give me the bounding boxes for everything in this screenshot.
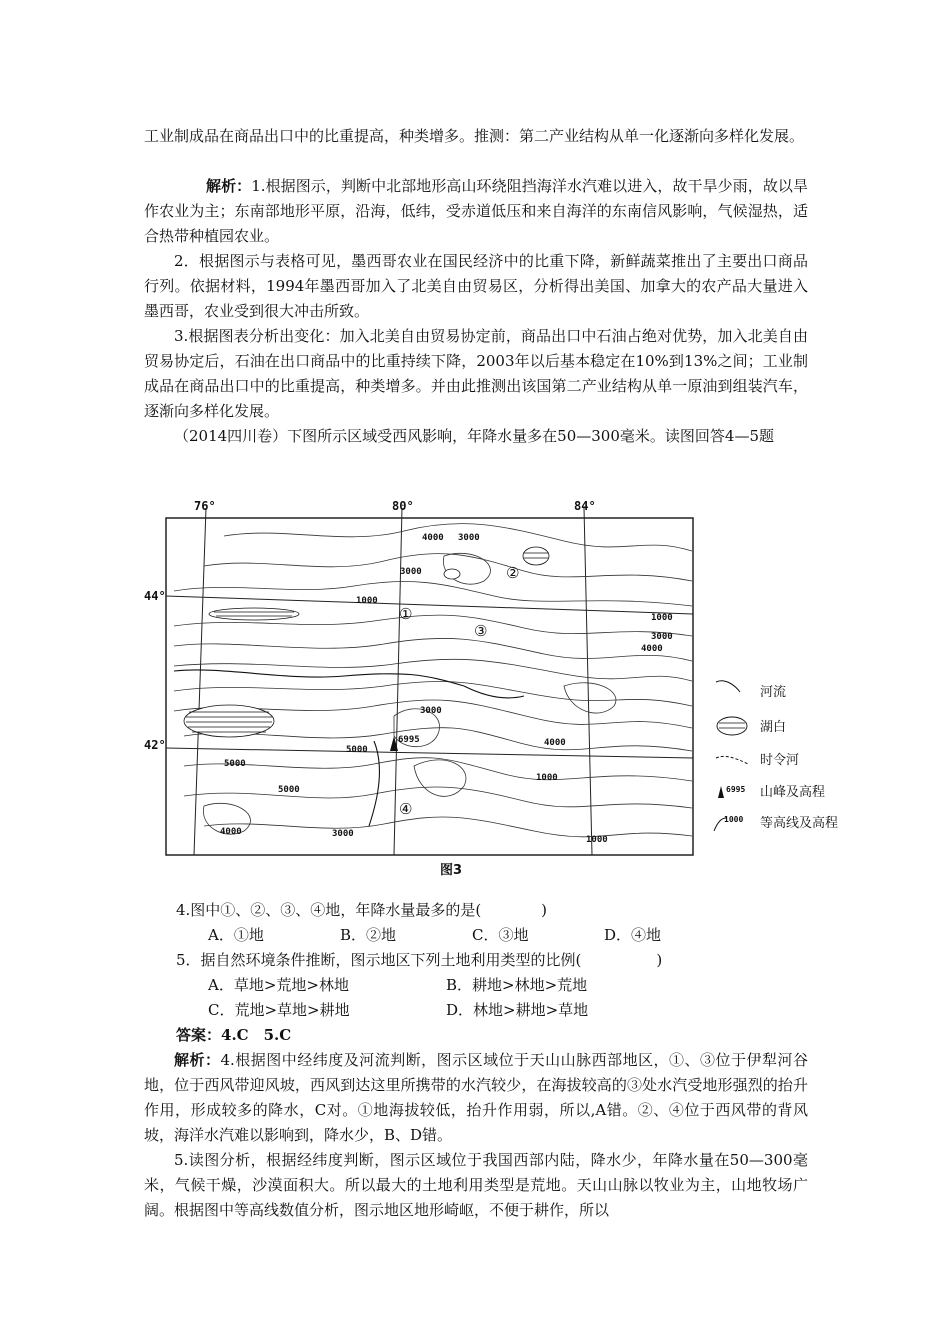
map-legend xyxy=(714,681,838,831)
analysis-1-text: 1.根据图示，判断中北部地形高山环绕阻挡海洋水汽难以进入，故干旱少雨，故以旱作农业为主；东南部地形平原，沿海，低纬，受赤道低压和来自海洋的东南信风影响，气候湿热，适合热带种植园农业。 xyxy=(144,177,808,245)
analysis-4-label: 解析： xyxy=(174,1051,221,1069)
q5-option-b: B．耕地>林地>荒地 xyxy=(446,976,588,994)
lon-label-76: 76° xyxy=(194,499,216,513)
site-3: ③ xyxy=(474,622,488,640)
paragraph-conclusion: 工业制成品在商品出口中的比重提高，种类增多。推测：第二产业结构从单一化逐渐向多样化发展。 xyxy=(144,127,805,145)
q5-option-d: D．林地>耕地>草地 xyxy=(446,1001,589,1019)
legend-contour-sample: 1000 xyxy=(724,815,744,824)
legend-contour: 等高线及高程 xyxy=(760,816,839,831)
analysis-5: 5.读图分析，根据经纬度判断，图示区域位于我国西部内陆，降水少，年降水量在50—300毫米，气候干燥，沙漠面积大。所以最大的土地利用类型是荒地。天山山脉以牧业为主，山地牧场广阔。根据图中等高线数值分析，图示地区地形崎岖，不便于耕作，所以 xyxy=(144,1151,808,1219)
contour-label: 3000 xyxy=(332,829,354,839)
analysis-1 xyxy=(144,174,808,249)
figure-caption: 图3 xyxy=(440,863,463,878)
contour-label: 5000 xyxy=(224,759,246,769)
contour-lines xyxy=(174,524,692,837)
contour-label: 3000 xyxy=(420,706,442,716)
parallel-42 xyxy=(166,748,693,758)
contour-label: 4000 xyxy=(544,738,566,748)
site-1: ① xyxy=(399,605,413,623)
contour-label: 1000 xyxy=(651,613,673,623)
answer-value: 4.C 5.C xyxy=(221,1026,292,1044)
q5-option-a: A．草地>荒地>林地 xyxy=(208,976,349,994)
topographic-map-figure xyxy=(144,496,854,881)
q4-option-c: C．③地 xyxy=(472,926,529,944)
lon-label-80: 80° xyxy=(392,499,414,513)
contour-label: 4000 xyxy=(220,827,242,837)
question-4-stem: 4.图中①、②、③、④地，年降水量最多的是( ) xyxy=(176,901,548,919)
seasonal-river-icon xyxy=(716,756,748,764)
question-intro: （2014四川卷）下图所示区域受西风影响，年降水量多在50—300毫米。读图回答4—5题 xyxy=(174,427,774,445)
meridian-76 xyxy=(194,508,206,855)
contour-label: 1000 xyxy=(536,773,558,783)
contour-label: 3000 xyxy=(458,533,480,543)
peak-icon xyxy=(718,786,724,798)
legend-lake: 湖白 xyxy=(760,720,787,735)
q4-option-b: B．②地 xyxy=(340,926,397,944)
q4-option-a: A．①地 xyxy=(208,926,264,944)
contour-label: 3000 xyxy=(400,567,422,577)
contour-label: 1000 xyxy=(586,835,608,845)
analysis-4 xyxy=(144,1048,808,1148)
lake-icon xyxy=(717,717,747,735)
legend-seasonal-river: 时令河 xyxy=(760,753,800,768)
legend-peak-sample: 6995 xyxy=(726,785,746,794)
contour-label: 6995 xyxy=(398,735,420,745)
contour-label: 4000 xyxy=(422,533,444,543)
q4-option-d: D．④地 xyxy=(604,926,662,944)
contour-label: 3000 xyxy=(651,632,673,642)
legend-river: 河流 xyxy=(760,685,787,700)
question-5-stem: 5．据自然环境条件推断，图示地区下列土地利用类型的比例( ) xyxy=(176,951,663,969)
meridian-84 xyxy=(584,508,592,855)
lon-label-84: 84° xyxy=(574,499,596,513)
contour-label: 5000 xyxy=(346,745,368,755)
contour-label: 5000 xyxy=(278,785,300,795)
legend-peak: 山峰及高程 xyxy=(760,785,826,800)
site-4: ④ xyxy=(399,800,413,818)
lat-label-44: 44° xyxy=(144,589,166,603)
analysis-2: 2．根据图示与表格可见，墨西哥农业在国民经济中的比重下降，新鲜蔬菜推出了主要出口商品行列。依据材料，1994年墨西哥加入了北美自由贸易区，分析得出美国、加拿大的农产品大量进入墨西哥，农业受到很大冲击所致。 xyxy=(144,252,808,320)
lat-label-42: 42° xyxy=(144,738,166,752)
river-icon xyxy=(716,681,740,692)
contour-label: 4000 xyxy=(641,644,663,654)
answer-label: 答案： xyxy=(176,1026,222,1044)
analysis-label: 解析： xyxy=(206,177,252,195)
contour-label: 1000 xyxy=(356,596,378,606)
q5-option-c: C．荒地>草地>耕地 xyxy=(208,1001,350,1019)
analysis-4-text: 4.根据图中经纬度及河流判断，图示区域位于天山山脉西部地区，①、③位于伊犁河谷地，位于西风带迎风坡，西风到达这里所携带的水汽较少，在海拔较高的③处水汽受地形强烈的抬升作用，形成较多的降水，C对。①地海拔较低，抬升作用弱，所以,A错。②、④位于西风带的背风坡，海洋水汽难以影响到，降水少，B、D错。 xyxy=(144,1051,808,1144)
site-2: ② xyxy=(506,564,520,582)
answer-line xyxy=(176,1023,291,1048)
analysis-3: 3.根据图表分析出变化：加入北美自由贸易协定前，商品出口中石油占绝对优势，加入北美自由贸易协定后，石油在出口商品中的比重持续下降，2003年以后基本稳定在10%到13%之间；工业制成品在商品出口中的比重提高，种类增多。并由此推测出该国第二产业结构从单一原油到组装汽车，逐渐向多样化发展。 xyxy=(144,327,808,420)
